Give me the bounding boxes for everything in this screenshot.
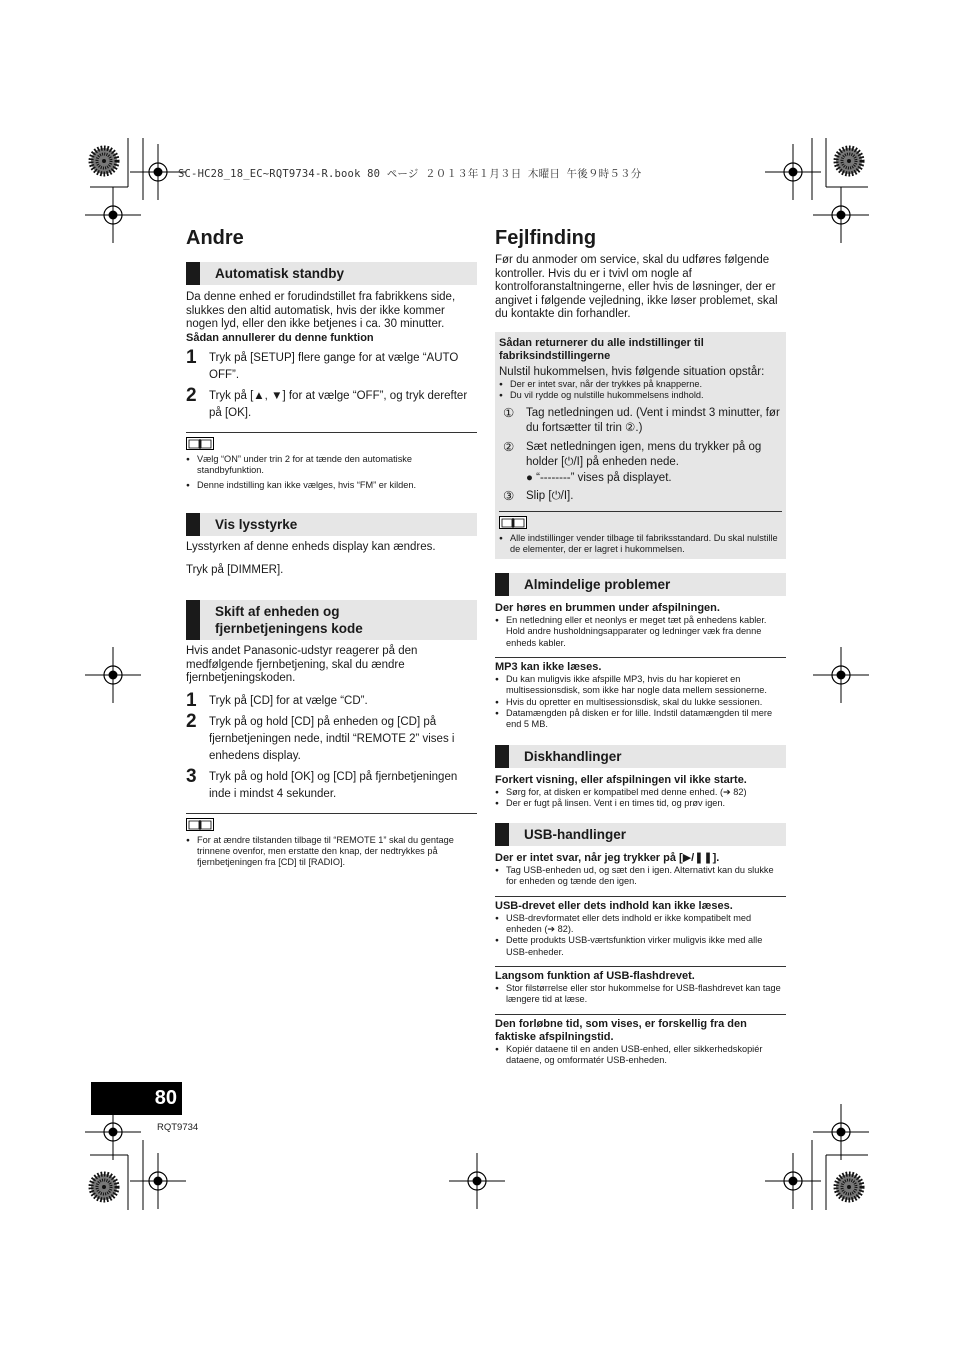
heading-brightness: Vis lysstyrke [186, 513, 477, 536]
reset-condition: ● Du vil rydde og nulstille hukommelsens indhold. [499, 390, 782, 401]
note-divider [186, 813, 477, 814]
section-title-andre: Andre [186, 227, 244, 249]
troubleshooting-intro: Før du anmoder om service, skal du udføres følgende kontroller. Hvis du er i tvivl om nogle af kontrolforanstaltningerne, eller hvis de løsninger, der er angivet i følgende vejledning, ikke løser problemet, skal du kontakte din forhandler. [495, 254, 778, 320]
step-number: ③ [503, 489, 515, 504]
remote-code-step-2 [186, 710, 477, 765]
step-number: 3 [186, 765, 197, 787]
problem-question: Den forløbne tid, som vises, er forskellig fra den faktiske afspilningstid. [495, 1017, 747, 1043]
brightness-text: Lysstyrken af denne enheds display kan ændres. [186, 541, 436, 554]
problem-answer: ● Kopiér dataene til en anden USB-enhed, eller sikkerhedskopiér dataene, og omformatér USB-enheden. [495, 1044, 786, 1067]
step-number: 2 [186, 384, 197, 406]
note-divider [186, 432, 477, 433]
problem-question: Der er intet svar, når jeg trykker på [▶/❚❚]. [495, 852, 720, 865]
problem-answer: ● Du kan muligvis ikke afspille MP3, hvis du har kopieret en multisessionsdisk, som ikke har nogle data mellem sessionerne. [495, 674, 786, 697]
note-item: ● Alle indstillinger vender tilbage til fabriksstandard. Du skal nulstille de elementer, der er lagret i hukommelsen. [499, 533, 782, 556]
step-number: 1 [186, 346, 197, 368]
reset-step-1 [499, 406, 782, 437]
problem-question: Forkert visning, eller afspilningen vil ikke starte. [495, 773, 747, 786]
problem-answer: ● En netledning eller et neonlys er meget tæt på enhedens kabler. Hold andre husholdningsapparater og ledninger væk fra denne enheds kabler. [495, 615, 786, 649]
page-number: 80 [154, 1087, 177, 1109]
heading-line-1: Skift af enheden og [215, 604, 340, 620]
note-item: ● Vælg “ON” under trin 2 for at tænde den automatiske standbyfunktion. [186, 454, 477, 477]
problem-answer: ● Tag USB-enheden ud, og sæt den i igen. Alternativt kan du slukke for enheden og tænde den igen. [495, 865, 786, 888]
right-column [495, 226, 786, 1066]
reset-step-3 [499, 489, 782, 505]
problem-question: Langsom funktion af USB-flashdrevet. [495, 969, 695, 982]
problem-answer: ● Dette produkts USB-værtsfunktion virker muligvis ikke med alle USB-enheder. [495, 935, 786, 958]
step-text: Tryk på [CD] for at vælge “CD”. [209, 694, 368, 707]
heading-usb-operations: USB-handlinger [495, 823, 786, 846]
reset-box [495, 332, 786, 560]
remote-code-step-3 [186, 765, 477, 803]
print-info-line: SC-HC28_18_EC~RQT9734-R.book 80 ページ ２０１３年１月３日 木曜日 午後９時５３分 [178, 168, 642, 180]
problem-answer: ● Stor filstørrelse eller stor hukommelse for USB-flashdrevet kan tage længere tid at læse. [495, 983, 786, 1006]
problem-question: Der høres en brummen under afspilningen. [495, 602, 720, 615]
reset-heading: Sådan returnerer du alle indstillinger til fabriksindstillingerne [499, 336, 704, 362]
step-text: Tag netledningen ud. (Vent i mindst 3 minutter, før du fortsætter til trin ②.) [526, 406, 780, 435]
step-text: Slip [⏻/I]. [526, 490, 574, 503]
note-divider [499, 511, 782, 512]
heading-general-problems: Almindelige problemer [495, 573, 786, 596]
problem-question: MP3 kan ikke læses. [495, 661, 602, 674]
left-column [186, 226, 477, 869]
brightness-instruction: Tryk på [DIMMER]. [186, 563, 284, 576]
problem-answer: ● Der er fugt på linsen. Vent i en times tid, og prøv igen. [495, 798, 786, 809]
auto-standby-subhead: Sådan annullerer du denne funktion [186, 331, 374, 344]
step-number: ① [503, 405, 515, 420]
auto-standby-step-2 [186, 384, 477, 422]
step-number: 1 [186, 689, 197, 711]
note-item: ● Denne indstilling kan ikke vælges, hvis “FM” er kilden. [186, 480, 477, 491]
section-title-fejlfinding: Fejlfinding [495, 227, 597, 249]
problem-answer: ● Sørg for, at disken er kompatibel med denne enhed. (➔ 82) [495, 787, 786, 798]
auto-standby-intro: Da denne enhed er forudindstillet fra fabrikkens side, slukkes den altid automatisk, hvis der ikke kommer nogen lyd, eller den ikke betjenes i ca. 30 minutter. [186, 291, 456, 330]
step-text: Tryk på [▲, ▼] for at vælge “OFF”, og tryk derefter på [OK]. [209, 389, 468, 419]
step-text: Tryk på og hold [CD] på enheden og [CD] på fjernbetjeningen nede, indtil “REMOTE 2” vises i enhedens display. [209, 715, 455, 762]
problem-answer: ● USB-drevformatet eller dets indhold er ikke kompatibelt med enheden (➔ 82). [495, 913, 786, 936]
step-text: Tryk på og hold [OK] og [CD] på fjernbetjeningen inde i mindst 4 sekunder. [209, 770, 458, 800]
reset-condition: ● Der er intet svar, når der trykkes på knapperne. [499, 379, 782, 390]
heading-line-2: fjernbetjeningens kode [215, 621, 363, 637]
step-text: Sæt netledningen igen, mens du trykker på og holder [⏻/I] på enheden nede. [526, 440, 762, 469]
note-book-icon [186, 818, 214, 831]
note-item: ● For at ændre tilstanden tilbage til “REMOTE 1” skal du gentage trinnene ovenfor, men erstatte den knap, der nedtrykkes på fjernbetjeningen fra [CD] til [RADIO]. [186, 835, 477, 869]
remote-code-step-1 [186, 689, 477, 711]
step-text: Tryk på [SETUP] flere gange for at vælge “AUTO OFF”. [209, 351, 459, 381]
heading-auto-standby: Automatisk standby [186, 262, 477, 285]
step-sub-text: ● “--------” vises på displayet. [526, 471, 672, 484]
heading-remote-code [186, 600, 477, 640]
auto-standby-step-1 [186, 346, 477, 384]
problem-answer: ● Datamængden på disken er for lille. Indstil datamængden til mere end 5 MB. [495, 708, 786, 731]
reset-lead: Nulstil hukommelsen, hvis følgende situation opstår: [499, 365, 765, 378]
problem-answer: ● Hvis du opretter en multisessionsdisk, skal du lukke sessionen. [495, 697, 786, 708]
heading-disc-operations: Diskhandlinger [495, 745, 786, 768]
note-book-icon [499, 516, 527, 529]
note-book-icon [186, 437, 214, 450]
reset-step-2 [499, 440, 782, 487]
remote-code-intro: Hvis andet Panasonic-udstyr reagerer på den medfølgende fjernbetjening, skal du ændre fjernbetjeningskoden. [186, 645, 418, 685]
step-number: ② [503, 439, 515, 454]
document-code: RQT9734 [157, 1122, 199, 1133]
step-number: 2 [186, 710, 197, 732]
problem-question: USB-drevet eller dets indhold kan ikke læses. [495, 899, 733, 912]
